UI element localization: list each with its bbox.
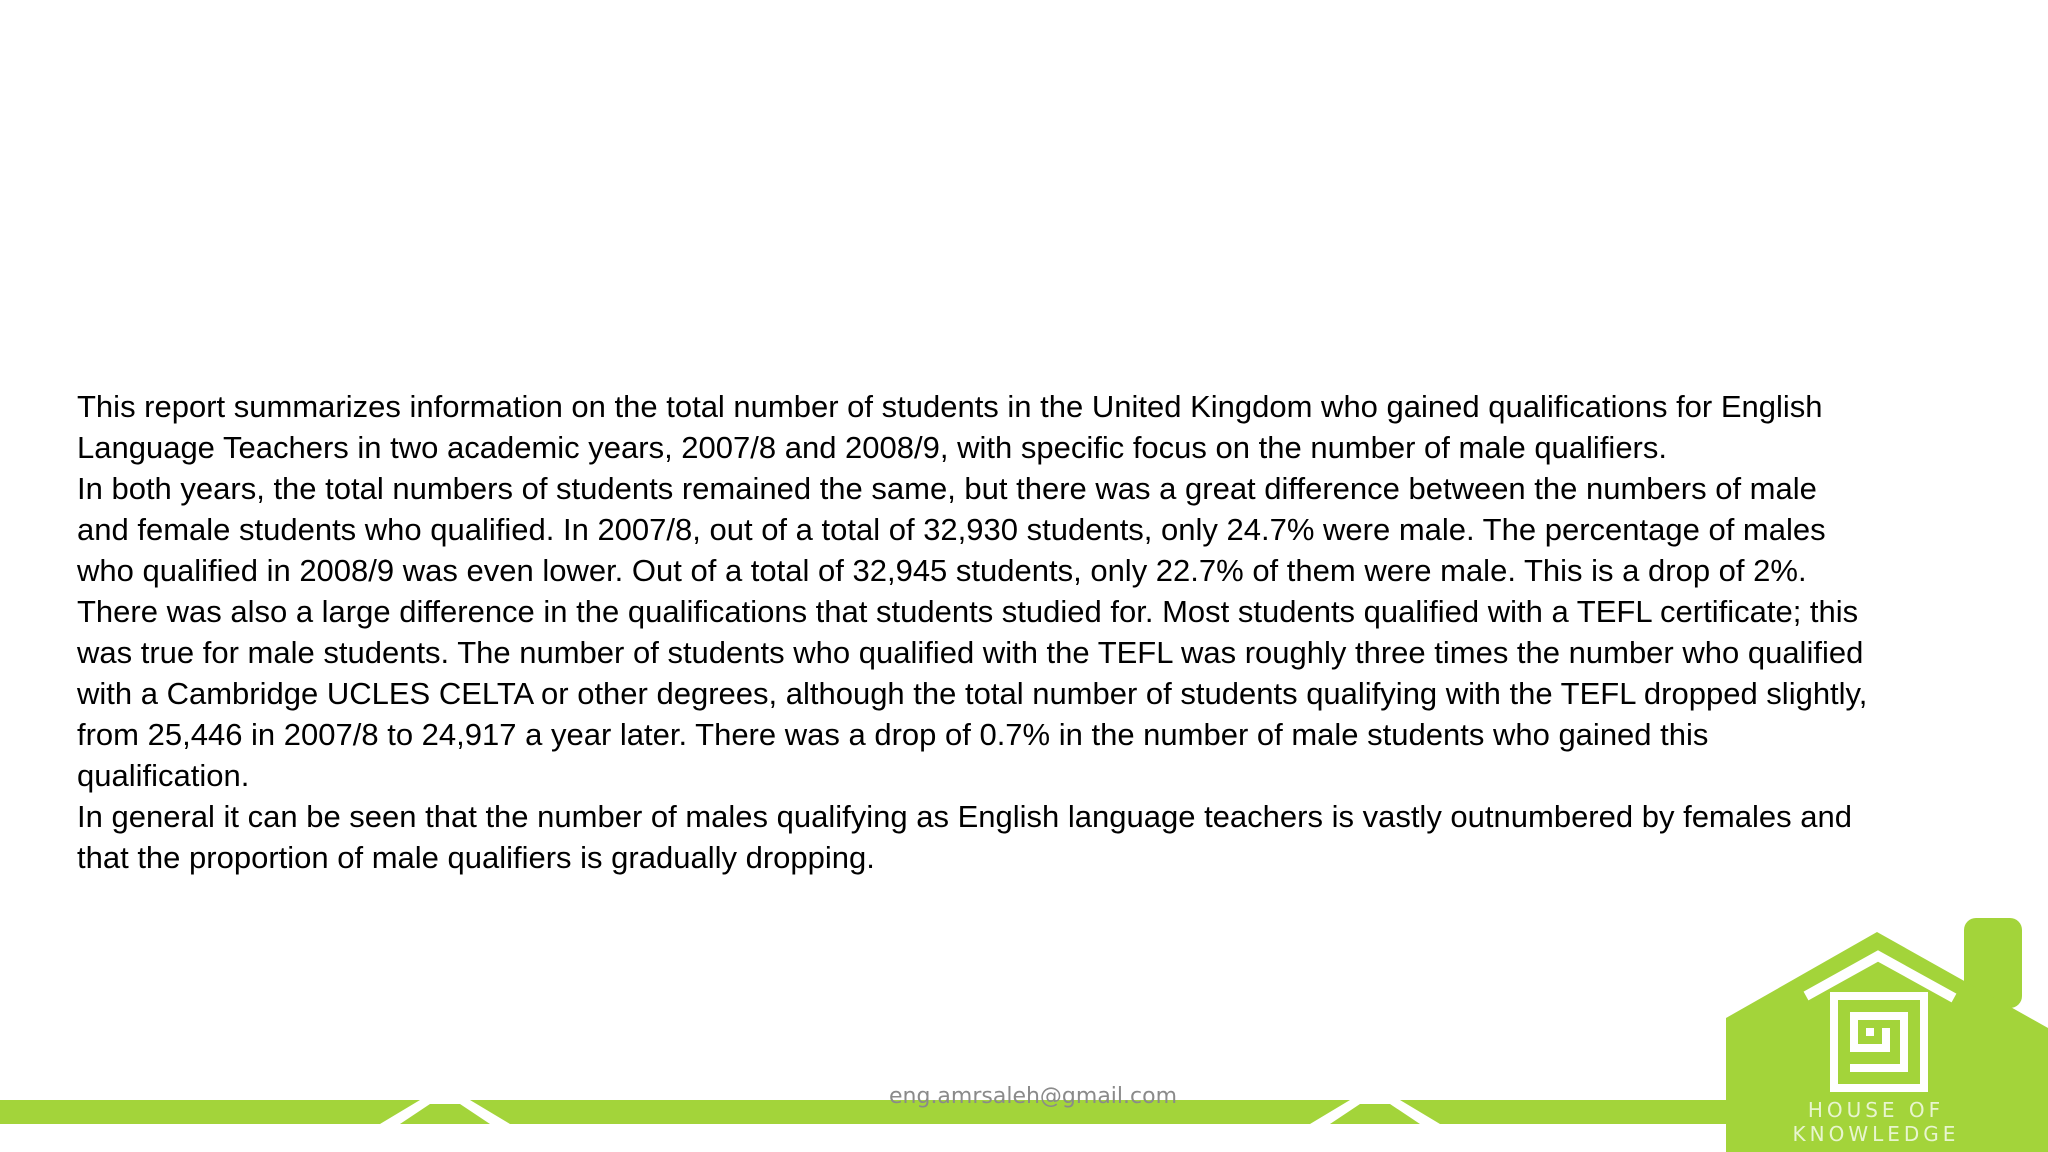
paragraph-totals: In both years, the total numbers of students remained the same, but there was a great difference between the numbers of male and female students who qualified. In 2007/8, out of a total of 32,930 students, only 24.7% were male. The percentage of males who qualified in 2008/9 was even lower. Out of a total of 32,945 students, only 22.7% of them were male. This is a drop of 2%. bbox=[77, 471, 1826, 588]
footer-notch-left bbox=[380, 1100, 510, 1124]
footer-email: eng.amrsaleh@gmail.com bbox=[889, 1084, 1178, 1109]
logo-caption: HOUSE OF KNOWLEDGE bbox=[1792, 1098, 1960, 1146]
paragraph-conclusion: In general it can be seen that the number of males qualifying as English language teachers is vastly outnumbered by females and that the proportion of male qualifiers is gradually dropping. bbox=[77, 799, 1852, 875]
paragraph-intro: This report summarizes information on the total number of students in the United Kingdom who gained qualifications for English Language Teachers in two academic years, 2007/8 and 2008/9, with specific focus on the number of male qualifiers. bbox=[77, 389, 1823, 465]
paragraph-qualifications: There was also a large difference in the qualifications that students studied for. Most students qualified with a TEFL certificate; this was true for male students. The number of students who qualified with the TEFL was roughly three times the number who qualified with a Cambridge UCLES CELTA or other degrees, although the total number of students qualifying with the TEFL dropped slightly, from 25,446 in 2007/8 to 24,917 a year later. There was a drop of 0.7% in the number of male students who gained this qualification. bbox=[77, 594, 1868, 793]
report-body bbox=[77, 386, 1877, 878]
footer-band bbox=[0, 1100, 1740, 1124]
footer-notch-right bbox=[1310, 1100, 1440, 1124]
